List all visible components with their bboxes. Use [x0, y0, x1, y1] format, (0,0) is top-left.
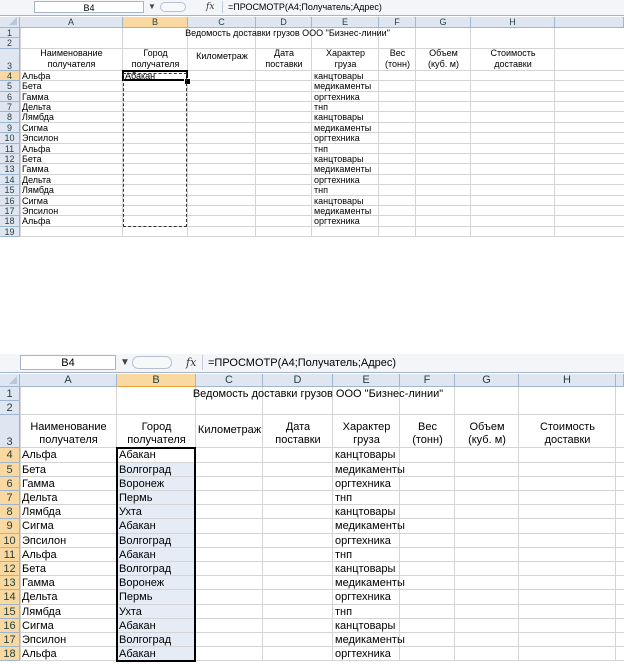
- cell-cargo-type[interactable]: тнп: [314, 185, 328, 196]
- cell-cargo-type[interactable]: медикаменты: [335, 634, 405, 646]
- row-header-8[interactable]: 8: [0, 505, 20, 519]
- formula-bar: [0, 0, 624, 16]
- column-title-g[interactable]: [455, 415, 519, 448]
- cell-recipient[interactable]: Альфа: [22, 648, 57, 661]
- cell-recipient[interactable]: Альфа: [22, 449, 57, 462]
- gridline-horizontal: [20, 518, 624, 519]
- spreadsheet-after-fill: [0, 354, 624, 664]
- column-title-line: Наименование: [40, 47, 103, 58]
- cell-recipient[interactable]: Альфа: [22, 548, 57, 561]
- column-title-line: получателя: [127, 434, 186, 447]
- cell-recipient[interactable]: Сигма: [22, 122, 49, 133]
- cell-cargo-type[interactable]: медикаменты: [335, 520, 405, 533]
- cell-recipient[interactable]: Дельта: [22, 102, 52, 112]
- column-title-a[interactable]: [20, 415, 117, 448]
- column-title-line: (куб. м): [428, 58, 459, 69]
- gridline-horizontal: [20, 490, 624, 491]
- cell-cargo-type[interactable]: тнп: [335, 548, 353, 561]
- gridline-horizontal: [20, 646, 624, 647]
- cell-recipient[interactable]: Гамма: [22, 164, 49, 175]
- insert-function-icon[interactable]: fx: [206, 2, 215, 12]
- row-header-18[interactable]: 18: [0, 647, 20, 661]
- row-header-3[interactable]: 3: [0, 415, 20, 448]
- select-all-corner[interactable]: [0, 17, 20, 28]
- column-title-h[interactable]: [519, 415, 616, 448]
- cell-cargo-type[interactable]: канцтовары: [335, 449, 396, 462]
- cell-cargo-type[interactable]: тнп: [314, 143, 328, 154]
- row-header-18[interactable]: 18: [0, 216, 20, 226]
- cell-cargo-type[interactable]: медикаменты: [314, 122, 372, 133]
- gridline-horizontal: [20, 632, 624, 633]
- cell-cargo-type[interactable]: оргтехника: [335, 477, 391, 490]
- column-header-a[interactable]: A: [20, 17, 123, 28]
- column-title-line: (тонн): [412, 434, 443, 447]
- cell-recipient[interactable]: Дельта: [22, 492, 58, 504]
- row-header-12[interactable]: 12: [0, 154, 20, 164]
- formula-input[interactable]: =ПРОСМОТР(A4;Получатель;Адрес): [208, 357, 397, 369]
- cell-cargo-type[interactable]: тнп: [335, 605, 353, 618]
- cell-city[interactable]: Волгоград: [119, 634, 172, 646]
- fill-drag-marquee: [123, 70, 187, 227]
- row-header-4[interactable]: 4: [0, 448, 20, 462]
- gridline-horizontal: [20, 561, 624, 562]
- cell-cargo-type[interactable]: медикаменты: [335, 577, 405, 590]
- column-title-line: Город: [141, 421, 172, 434]
- sheet-title[interactable]: Ведомость доставки грузов ООО "Бизнес-линии": [192, 388, 444, 400]
- cell-cargo-type[interactable]: оргтехника: [314, 133, 360, 144]
- cell-cargo-type[interactable]: оргтехника: [314, 174, 360, 185]
- cell-cargo-type[interactable]: тнп: [314, 102, 328, 112]
- formula-bar-splitter[interactable]: [132, 356, 172, 369]
- column-title-line: Характер: [342, 421, 391, 434]
- column-title-line: Наименование: [30, 421, 107, 434]
- cell-recipient[interactable]: Бета: [22, 463, 47, 476]
- column-title-line: груза: [353, 434, 380, 447]
- column-title-e[interactable]: [333, 415, 400, 448]
- cell-recipient[interactable]: Эпсилон: [22, 206, 59, 216]
- column-title-line: поставки: [275, 434, 321, 447]
- column-header-empty: [555, 17, 624, 28]
- row-header-2[interactable]: 2: [0, 401, 20, 415]
- cell-recipient[interactable]: Альфа: [22, 143, 51, 154]
- formula-bar: [0, 354, 624, 373]
- column-title-line: (куб. м): [468, 434, 506, 447]
- cell-city[interactable]: Абакан: [119, 548, 156, 561]
- gridline-horizontal: [20, 462, 624, 463]
- gridline-horizontal: [20, 604, 624, 605]
- cell-recipient[interactable]: Бета: [22, 154, 42, 164]
- column-title-c[interactable]: [188, 49, 256, 71]
- column-title-line: Объем: [469, 421, 505, 434]
- cell-city[interactable]: Абакан: [125, 70, 156, 81]
- column-title-c[interactable]: [196, 415, 263, 448]
- cell-recipient[interactable]: Гамма: [22, 477, 55, 490]
- gridline-horizontal: [20, 533, 624, 534]
- row-header-16[interactable]: 16: [0, 619, 20, 633]
- row-header-2[interactable]: 2: [0, 38, 20, 48]
- column-title-line: Километраж: [197, 424, 262, 437]
- column-header-h[interactable]: H: [471, 17, 555, 28]
- cell-city[interactable]: Волгоград: [119, 463, 172, 476]
- column-title-d[interactable]: [256, 49, 312, 71]
- column-header-e[interactable]: E: [333, 374, 400, 387]
- cell-recipient[interactable]: Гамма: [22, 577, 55, 590]
- gridline-horizontal: [20, 618, 624, 619]
- column-header-g[interactable]: G: [455, 374, 519, 387]
- spreadsheet-before-fill: [0, 0, 624, 282]
- cell-cargo-type[interactable]: канцтовары: [314, 70, 364, 81]
- row-header-7[interactable]: 7: [0, 491, 20, 505]
- cell-cargo-type[interactable]: канцтовары: [335, 563, 396, 575]
- cell-cargo-type[interactable]: оргтехника: [335, 534, 391, 547]
- cell-recipient[interactable]: Лямбда: [22, 112, 54, 123]
- cell-city[interactable]: Воронеж: [119, 577, 165, 590]
- row-header-10[interactable]: 10: [0, 534, 20, 548]
- cell-cargo-type[interactable]: оргтехника: [314, 216, 360, 227]
- row-header-1[interactable]: 1: [0, 387, 20, 401]
- sheet-title[interactable]: Ведомость доставки грузов ООО "Бизнес-линии": [185, 28, 390, 38]
- select-all-corner[interactable]: [0, 374, 20, 387]
- row-header-7[interactable]: 7: [0, 102, 20, 112]
- column-title-e[interactable]: [312, 49, 379, 71]
- cell-cargo-type[interactable]: медикаменты: [335, 463, 405, 476]
- row-header-16[interactable]: 16: [0, 196, 20, 206]
- cell-city[interactable]: Ухта: [119, 506, 142, 519]
- name-box[interactable]: B4: [34, 1, 144, 13]
- cell-cargo-type[interactable]: медикаменты: [314, 164, 372, 175]
- row-header-19[interactable]: 19: [0, 227, 20, 237]
- cell-cargo-type[interactable]: оргтехника: [314, 91, 360, 102]
- column-header-f[interactable]: F: [379, 17, 416, 28]
- gridline-horizontal: [20, 236, 624, 237]
- row-header-8[interactable]: 8: [0, 112, 20, 122]
- column-title-d[interactable]: [263, 415, 333, 448]
- row-header-14[interactable]: 14: [0, 175, 20, 185]
- name-box[interactable]: B4: [20, 355, 116, 370]
- row-header-11[interactable]: 11: [0, 548, 20, 562]
- cell-cargo-type[interactable]: канцтовары: [335, 619, 396, 632]
- cell-city[interactable]: Абакан: [119, 449, 156, 462]
- cell-cargo-type[interactable]: оргтехника: [335, 591, 391, 604]
- cell-city[interactable]: Абакан: [119, 520, 156, 533]
- column-title-b[interactable]: [117, 415, 196, 448]
- row-header-3[interactable]: 3: [0, 49, 20, 71]
- cell-recipient[interactable]: Бета: [22, 81, 42, 92]
- row-header-9[interactable]: 9: [0, 123, 20, 133]
- row-header-11[interactable]: 11: [0, 144, 20, 154]
- column-title-f[interactable]: [379, 49, 416, 71]
- column-title-line: Город: [143, 47, 168, 58]
- column-header-g[interactable]: G: [416, 17, 471, 28]
- cell-recipient[interactable]: Сигма: [22, 195, 49, 206]
- chevron-down-icon[interactable]: ▼: [120, 357, 130, 368]
- column-title-h[interactable]: [471, 49, 555, 71]
- cell-recipient[interactable]: Альфа: [22, 70, 51, 81]
- column-header-d[interactable]: D: [256, 17, 312, 28]
- cell-cargo-type[interactable]: оргтехника: [335, 648, 391, 661]
- column-title-line: Вес: [389, 47, 406, 58]
- cell-recipient[interactable]: Сигма: [22, 520, 54, 533]
- cell-cargo-type[interactable]: тнп: [335, 492, 353, 504]
- cell-recipient[interactable]: Альфа: [22, 216, 51, 227]
- row-header-14[interactable]: 14: [0, 590, 20, 604]
- formula-divider: [202, 355, 203, 370]
- column-header-a[interactable]: A: [20, 374, 117, 387]
- chevron-down-icon[interactable]: ▼: [148, 2, 156, 11]
- cell-city[interactable]: Волгоград: [119, 563, 172, 575]
- cell-city[interactable]: Пермь: [119, 591, 153, 604]
- cell-cargo-type[interactable]: канцтовары: [314, 154, 364, 164]
- column-header-d[interactable]: D: [263, 374, 333, 387]
- gridline-horizontal: [20, 589, 624, 590]
- column-title-line: получателя: [39, 434, 98, 447]
- column-title-line: Характер: [325, 47, 366, 58]
- column-title-line: получателя: [47, 58, 96, 69]
- cell-recipient[interactable]: Эпсилон: [22, 133, 59, 144]
- row-header-5[interactable]: 5: [0, 81, 20, 91]
- column-header-c[interactable]: C: [196, 374, 263, 387]
- row-header-15[interactable]: 15: [0, 605, 20, 619]
- column-title-line: Стоимость: [490, 47, 536, 58]
- column-title-a[interactable]: [20, 49, 123, 71]
- formula-divider: [222, 1, 223, 13]
- column-title-line: поставки: [265, 58, 303, 69]
- cell-recipient[interactable]: Эпсилон: [22, 634, 67, 646]
- row-header-1[interactable]: 1: [0, 28, 20, 38]
- column-header-b[interactable]: B: [123, 17, 188, 28]
- cell-city[interactable]: Волгоград: [119, 534, 172, 547]
- formula-bar-splitter[interactable]: [160, 2, 186, 12]
- row-header-17[interactable]: 17: [0, 206, 20, 216]
- column-title-line: Километраж: [196, 50, 248, 61]
- column-title-line: доставки: [494, 58, 532, 69]
- row-header-9[interactable]: 9: [0, 519, 20, 533]
- cell-recipient[interactable]: Бета: [22, 563, 47, 575]
- column-header-h[interactable]: H: [519, 374, 616, 387]
- insert-function-icon[interactable]: fx: [186, 356, 197, 369]
- cell-cargo-type[interactable]: медикаменты: [314, 81, 372, 92]
- row-header-6[interactable]: 6: [0, 477, 20, 491]
- row-header-13[interactable]: 13: [0, 576, 20, 590]
- cell-city[interactable]: Абакан: [119, 648, 156, 661]
- column-title-g[interactable]: [416, 49, 471, 71]
- cell-cargo-type[interactable]: медикаменты: [314, 206, 372, 216]
- column-title-line: (тонн): [385, 58, 410, 69]
- gridline-horizontal: [20, 547, 624, 548]
- column-title-b[interactable]: [123, 49, 188, 71]
- cell-recipient[interactable]: Лямбда: [22, 605, 61, 618]
- gridline-horizontal: [20, 476, 624, 477]
- cell-recipient[interactable]: Гамма: [22, 91, 49, 102]
- cell-cargo-type[interactable]: канцтовары: [314, 112, 364, 123]
- cell-recipient[interactable]: Эпсилон: [22, 534, 67, 547]
- formula-input[interactable]: =ПРОСМОТР(A4;Получатель;Адрес): [228, 2, 382, 12]
- column-title-line: Стоимость: [539, 421, 596, 434]
- row-header-6[interactable]: 6: [0, 92, 20, 102]
- column-header-empty: [616, 374, 624, 387]
- cell-city[interactable]: Ухта: [119, 605, 142, 618]
- selection-range-border: [116, 447, 196, 662]
- column-header-b[interactable]: B: [117, 374, 196, 387]
- row-header-12[interactable]: 12: [0, 562, 20, 576]
- row-header-13[interactable]: 13: [0, 164, 20, 174]
- cell-recipient[interactable]: Дельта: [22, 174, 52, 185]
- row-header-10[interactable]: 10: [0, 133, 20, 143]
- row-header-15[interactable]: 15: [0, 185, 20, 195]
- column-title-line: Дата: [285, 421, 311, 434]
- cell-city[interactable]: Воронеж: [119, 477, 165, 490]
- column-title-line: груза: [334, 58, 357, 69]
- gridline-horizontal: [20, 504, 624, 505]
- cell-recipient[interactable]: Лямбда: [22, 506, 61, 519]
- row-header-5[interactable]: 5: [0, 463, 20, 477]
- cell-cargo-type[interactable]: канцтовары: [335, 506, 396, 519]
- column-title-line: Вес: [418, 421, 437, 434]
- cell-city[interactable]: Абакан: [119, 619, 156, 632]
- column-title-line: Дата: [274, 47, 294, 58]
- column-title-line: получателя: [131, 58, 180, 69]
- gridline-horizontal: [20, 575, 624, 576]
- cell-recipient[interactable]: Сигма: [22, 619, 54, 632]
- column-header-f[interactable]: F: [400, 374, 455, 387]
- column-title-line: доставки: [544, 434, 591, 447]
- row-header-17[interactable]: 17: [0, 633, 20, 647]
- cell-cargo-type[interactable]: канцтовары: [314, 195, 364, 206]
- cell-city[interactable]: Пермь: [119, 492, 153, 504]
- column-title-line: Объем: [429, 47, 458, 58]
- gridline-horizontal: [20, 660, 624, 661]
- row-header-4[interactable]: 4: [0, 71, 20, 81]
- column-header-e[interactable]: E: [312, 17, 379, 28]
- cell-recipient[interactable]: Дельта: [22, 591, 58, 604]
- column-header-c[interactable]: C: [188, 17, 256, 28]
- cell-recipient[interactable]: Лямбда: [22, 185, 54, 196]
- column-title-f[interactable]: [400, 415, 455, 448]
